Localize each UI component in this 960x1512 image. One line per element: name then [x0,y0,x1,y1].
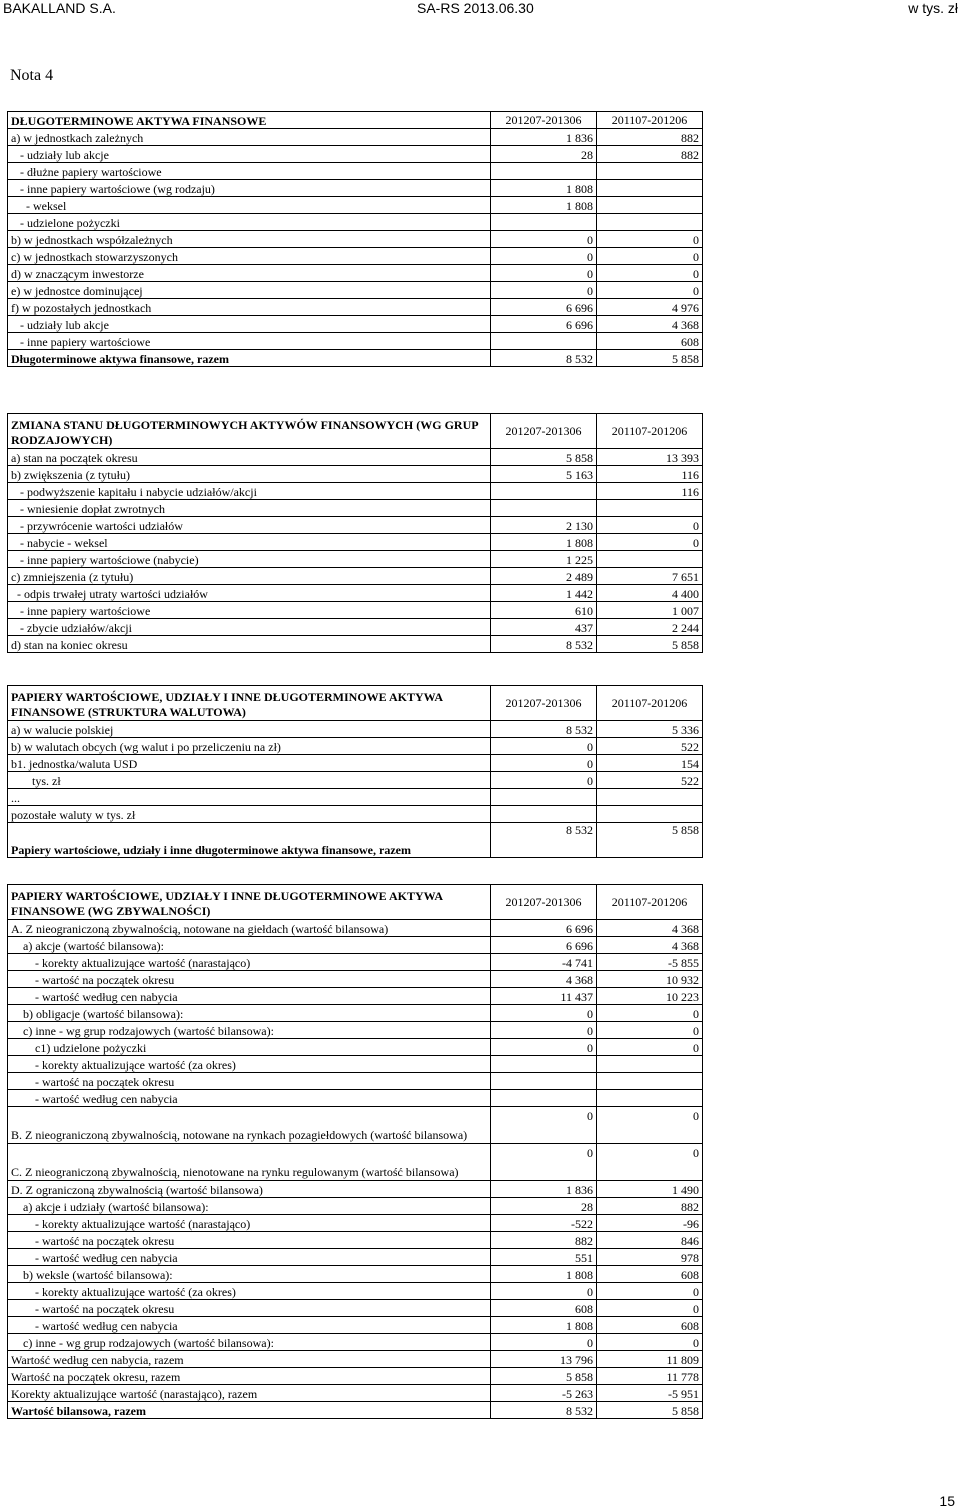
period-header: 201107-201206 [597,112,703,129]
row-label: b) zwiększenia (z tytułu) [8,466,491,483]
row-label: Korekty aktualizujące wartość (narastająco), razem [8,1385,491,1402]
value-current: 2 489 [491,568,597,585]
value-current: 6 696 [491,316,597,333]
value-previous [597,789,703,806]
period-header: 201107-201206 [597,885,703,920]
value-current: 1 836 [491,1181,597,1198]
value-current: 0 [491,1005,597,1022]
value-current [491,333,597,350]
row-label: - weksel [8,197,491,214]
table-row [8,1073,703,1090]
table-row [8,483,703,500]
value-previous: 846 [597,1232,703,1249]
value-previous: 4 368 [597,937,703,954]
table-row [8,163,703,180]
value-current: 28 [491,1198,597,1215]
row-label: C. Z nieograniczoną zbywalnością, nienotowane na rynku regulowanym (wartość bilansowa) [8,1144,491,1181]
value-current: 1 808 [491,180,597,197]
row-label: b) weksle (wartość bilansowa): [8,1266,491,1283]
value-current: 4 368 [491,971,597,988]
table-title: DŁUGOTERMINOWE AKTYWA FINANSOWE [8,112,491,129]
value-previous: 4 368 [597,920,703,937]
period-header: 201107-201206 [597,686,703,721]
table-row [8,466,703,483]
value-current: 8 532 [491,1402,597,1419]
value-current: 1 836 [491,129,597,146]
table-row [8,534,703,551]
row-label: c) inne - wg grup rodzajowych (wartość bilansowa): [8,1022,491,1039]
row-label: Wartość bilansowa, razem [8,1402,491,1419]
row-label: - przywrócenie wartości udziałów [8,517,491,534]
value-previous: 1 490 [597,1181,703,1198]
value-previous: 0 [597,1334,703,1351]
table-currency-structure [7,685,703,858]
table-row [8,197,703,214]
value-current [491,1090,597,1107]
value-previous: 0 [597,1022,703,1039]
row-label: d) w znaczącym inwestorze [8,265,491,282]
table-row [8,350,703,367]
value-current: 0 [491,1107,597,1144]
value-previous: -5 951 [597,1385,703,1402]
table-row [8,1283,703,1300]
row-label: - inne papiery wartościowe [8,602,491,619]
table-row [8,1022,703,1039]
value-current: 882 [491,1232,597,1249]
value-previous: 0 [597,1144,703,1181]
row-label: - inne papiery wartościowe (nabycie) [8,551,491,568]
row-label: - inne papiery wartościowe [8,333,491,350]
value-previous: 0 [597,1107,703,1144]
value-current: 1 808 [491,534,597,551]
row-label: - wartość według cen nabycia [8,1249,491,1266]
table-header-row [8,885,703,920]
value-previous: 0 [597,534,703,551]
value-previous: 2 244 [597,619,703,636]
value-previous: 11 809 [597,1351,703,1368]
value-previous: 5 336 [597,721,703,738]
value-previous: 154 [597,755,703,772]
row-label: - wartość na początek okresu [8,1300,491,1317]
value-previous [597,806,703,823]
row-label: - korekty aktualizujące wartość (za okres) [8,1283,491,1300]
value-previous [597,551,703,568]
value-current: 1 808 [491,197,597,214]
value-previous: 882 [597,146,703,163]
row-label: d) stan na koniec okresu [8,636,491,653]
row-label: - inne papiery wartościowe (wg rodzaju) [8,180,491,197]
row-label: tys. zł [8,772,491,789]
value-current [491,214,597,231]
row-label: Wartość na początek okresu, razem [8,1368,491,1385]
table-row [8,1249,703,1266]
table-row [8,755,703,772]
table-row [8,265,703,282]
value-current: 608 [491,1300,597,1317]
table-row [8,282,703,299]
value-previous: 4 400 [597,585,703,602]
value-current: 1 225 [491,551,597,568]
row-label: - wartość według cen nabycia [8,988,491,1005]
value-current: 0 [491,265,597,282]
row-label: - korekty aktualizujące wartość (za okres) [8,1056,491,1073]
table-header-row [8,686,703,721]
row-label: b) obligacje (wartość bilansowa): [8,1005,491,1022]
value-previous: 0 [597,1005,703,1022]
row-label: Wartość według cen nabycia, razem [8,1351,491,1368]
value-previous: 608 [597,1266,703,1283]
row-label: - udzielone pożyczki [8,214,491,231]
row-label: c) inne - wg grup rodzajowych (wartość bilansowa): [8,1334,491,1351]
value-current: 1 808 [491,1317,597,1334]
value-previous: 7 651 [597,568,703,585]
table-row [8,146,703,163]
row-label: - korekty aktualizujące wartość (narastająco) [8,954,491,971]
value-current: 2 130 [491,517,597,534]
table-row [8,551,703,568]
table-row [8,1198,703,1215]
row-label: b) w jednostkach współzależnych [8,231,491,248]
value-previous [597,500,703,517]
row-label: - nabycie - weksel [8,534,491,551]
table-row [8,1232,703,1249]
table-row [8,1368,703,1385]
table-row [8,1402,703,1419]
value-current: 610 [491,602,597,619]
table-row [8,636,703,653]
row-label: a) stan na początek okresu [8,449,491,466]
value-previous: 5 858 [597,636,703,653]
table-long-term-financial-assets [7,111,703,367]
value-previous: 0 [597,282,703,299]
table-title: PAPIERY WARTOŚCIOWE, UDZIAŁY I INNE DŁUGOTERMINOWE AKTYWA FINANSOWE (WG ZBYWALNOŚCI) [8,885,491,920]
row-label: ... [8,789,491,806]
value-previous: 116 [597,466,703,483]
row-label: Długoterminowe aktywa finansowe, razem [8,350,491,367]
value-current: 6 696 [491,920,597,937]
value-current: 0 [491,738,597,755]
value-previous: 11 778 [597,1368,703,1385]
value-current: 5 163 [491,466,597,483]
period-header: 201207-201306 [491,414,597,449]
table-row [8,1107,703,1144]
value-previous: 978 [597,1249,703,1266]
table-row [8,180,703,197]
value-current [491,163,597,180]
value-current: 8 532 [491,823,597,858]
value-current: 0 [491,282,597,299]
value-previous [597,163,703,180]
value-previous: 0 [597,517,703,534]
value-previous: -96 [597,1215,703,1232]
table-row [8,721,703,738]
table-row [8,1351,703,1368]
value-current [491,806,597,823]
table-row [8,937,703,954]
row-label: - udziały lub akcje [8,316,491,333]
value-previous: 4 368 [597,316,703,333]
value-current [491,500,597,517]
value-previous: 0 [597,265,703,282]
row-label: - wartość według cen nabycia [8,1317,491,1334]
row-label: Papiery wartościowe, udziały i inne długoterminowe aktywa finansowe, razem [8,823,491,858]
value-previous: 5 858 [597,823,703,858]
value-previous: 10 223 [597,988,703,1005]
row-label: - udziały lub akcje [8,146,491,163]
table-row [8,517,703,534]
value-current: 5 858 [491,1368,597,1385]
table-row [8,129,703,146]
table-row [8,1144,703,1181]
row-label: - wartość na początek okresu [8,1232,491,1249]
value-current: 0 [491,755,597,772]
table-row [8,954,703,971]
value-current: 11 437 [491,988,597,1005]
value-current: -4 741 [491,954,597,971]
row-label: pozostałe waluty w tys. zł [8,806,491,823]
company-name: BAKALLAND S.A. [3,0,116,16]
value-previous: 10 932 [597,971,703,988]
value-previous [597,1090,703,1107]
value-previous: 522 [597,772,703,789]
page-number: 15 [939,1493,955,1509]
table-row [8,619,703,636]
table-title: PAPIERY WARTOŚCIOWE, UDZIAŁY I INNE DŁUGOTERMINOWE AKTYWA FINANSOWE (STRUKTURA WALUTOWA) [8,686,491,721]
table-row [8,1056,703,1073]
value-current: 0 [491,1039,597,1056]
value-current: 0 [491,772,597,789]
table-row [8,1334,703,1351]
value-previous: 0 [597,1300,703,1317]
row-label: b1. jednostka/waluta USD [8,755,491,772]
note-title: Nota 4 [10,67,54,84]
value-previous: 608 [597,333,703,350]
value-previous [597,1073,703,1090]
value-previous: 4 976 [597,299,703,316]
table-row [8,789,703,806]
row-label: - korekty aktualizujące wartość (narastająco) [8,1215,491,1232]
row-label: a) w jednostkach zależnych [8,129,491,146]
value-previous [597,214,703,231]
table-row [8,1385,703,1402]
value-current: 551 [491,1249,597,1266]
table-row [8,500,703,517]
table-row [8,231,703,248]
value-current [491,1073,597,1090]
table-row [8,214,703,231]
row-label: c) w jednostkach stowarzyszonych [8,248,491,265]
table-row [8,971,703,988]
table-row [8,568,703,585]
table-row [8,333,703,350]
value-previous: 522 [597,738,703,755]
value-current: 1 442 [491,585,597,602]
value-current: 6 696 [491,299,597,316]
row-label: e) w jednostce dominującej [8,282,491,299]
table-row [8,1005,703,1022]
value-previous [597,1056,703,1073]
row-label: a) akcje i udziały (wartość bilansowa): [8,1198,491,1215]
table-row [8,602,703,619]
value-previous: 5 858 [597,1402,703,1419]
row-label: - wartość na początek okresu [8,971,491,988]
currency-unit: w tys. zł [908,0,958,16]
table-header-row [8,414,703,449]
value-current: 8 532 [491,636,597,653]
table-changes-by-type [7,413,703,653]
value-previous: 0 [597,1283,703,1300]
value-current: 1 808 [491,1266,597,1283]
value-previous: 116 [597,483,703,500]
table-title: ZMIANA STANU DŁUGOTERMINOWYCH AKTYWÓW FINANSOWYCH (WG GRUP RODZAJOWYCH) [8,414,491,449]
table-row [8,1215,703,1232]
value-previous: 0 [597,248,703,265]
value-previous: -5 855 [597,954,703,971]
value-current: 0 [491,248,597,265]
row-label: a) akcje (wartość bilansowa): [8,937,491,954]
table-row [8,1317,703,1334]
row-label: - wartość na początek okresu [8,1073,491,1090]
value-current [491,1056,597,1073]
row-label: - wartość według cen nabycia [8,1090,491,1107]
table-row [8,316,703,333]
period-header: 201207-201306 [491,112,597,129]
page-header [0,0,960,18]
report-id: SA-RS 2013.06.30 [417,0,534,16]
row-label: c) zmniejszenia (z tytułu) [8,568,491,585]
row-label: - zbycie udziałów/akcji [8,619,491,636]
value-previous: 5 858 [597,350,703,367]
row-label: f) w pozostałych jednostkach [8,299,491,316]
row-label: D. Z ograniczoną zbywalnością (wartość bilansowa) [8,1181,491,1198]
table-row [8,1039,703,1056]
table-row [8,585,703,602]
value-current: 437 [491,619,597,636]
value-current [491,789,597,806]
table-row [8,1090,703,1107]
value-current: 28 [491,146,597,163]
table-row [8,299,703,316]
value-current: 13 796 [491,1351,597,1368]
value-previous: 0 [597,1039,703,1056]
table-row [8,920,703,937]
value-current [491,483,597,500]
row-label: B. Z nieograniczoną zbywalnością, notowane na rynkach pozagiełdowych (wartość bilansowa) [8,1107,491,1144]
value-previous: 0 [597,231,703,248]
table-row [8,1181,703,1198]
table-row [8,988,703,1005]
value-current: -522 [491,1215,597,1232]
table-row [8,806,703,823]
value-current: 0 [491,231,597,248]
value-previous: 882 [597,129,703,146]
row-label: - dłużne papiery wartościowe [8,163,491,180]
period-header: 201107-201206 [597,414,703,449]
value-previous: 608 [597,1317,703,1334]
value-current: 6 696 [491,937,597,954]
value-current: 0 [491,1144,597,1181]
row-label: - odpis trwałej utraty wartości udziałów [8,585,491,602]
table-row [8,248,703,265]
period-header: 201207-201306 [491,885,597,920]
table-row [8,449,703,466]
table-by-transferability [7,884,703,1419]
table-row [8,1266,703,1283]
value-current: 0 [491,1334,597,1351]
value-previous: 882 [597,1198,703,1215]
table-row [8,738,703,755]
row-label: a) w walucie polskiej [8,721,491,738]
table-row [8,1300,703,1317]
table-header-row [8,112,703,129]
value-previous [597,180,703,197]
value-previous [597,197,703,214]
row-label: A. Z nieograniczoną zbywalnością, notowane na giełdach (wartość bilansowa) [8,920,491,937]
row-label: b) w walutach obcych (wg walut i po przeliczeniu na zł) [8,738,491,755]
row-label: - podwyższenie kapitału i nabycie udziałów/akcji [8,483,491,500]
row-label: c1) udzielone pożyczki [8,1039,491,1056]
value-current: 0 [491,1283,597,1300]
value-previous: 1 007 [597,602,703,619]
value-current: -5 263 [491,1385,597,1402]
value-previous: 13 393 [597,449,703,466]
table-row [8,772,703,789]
row-label: - wniesienie dopłat zwrotnych [8,500,491,517]
table-row [8,823,703,858]
value-current: 8 532 [491,721,597,738]
period-header: 201207-201306 [491,686,597,721]
value-current: 5 858 [491,449,597,466]
value-current: 8 532 [491,350,597,367]
value-current: 0 [491,1022,597,1039]
